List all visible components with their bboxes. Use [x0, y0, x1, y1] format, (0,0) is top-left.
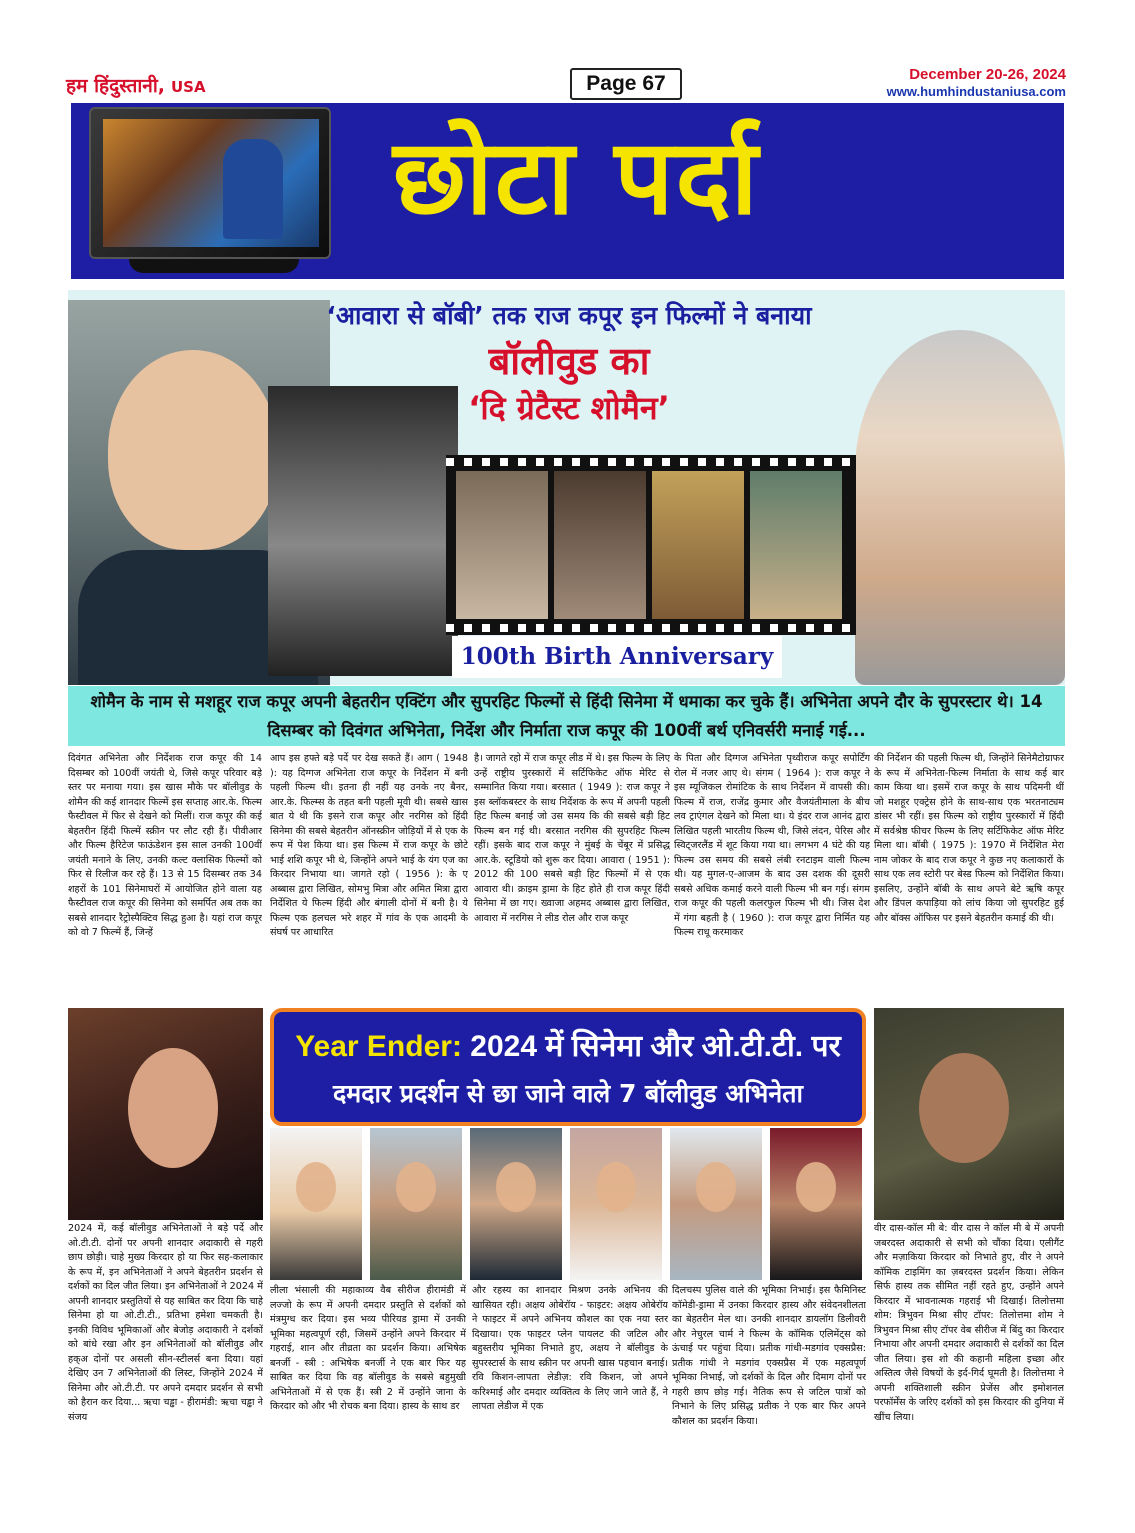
article-column-2: आप इस हफ्ते बड़े पर्दे पर देख सकते हैं। आग ( 1948 ): यह दिग्गज अभिनेता राज कपूर के निर्देशन में बनी पहली फिल्म थी। इतना ही नहीं यह उनके नए बैनर, आर.के. फिल्म्स के तहत बनी पहली मूवी थी। सबसे खास बात ये थी कि इसने राज कपूर और नरगिस को हिंदी सिनेमा की सबसे बेहतरीन ऑनस्क्रीन जोड़ियों में से एक के रूप में पेश किया था। इस फिल्म में राज कपूर के छोटे भाई शशि कपूर भी थे, जिन्होंने अपने भाई के यंग एज का किरदार निभाया था। जागते रहो ( 1956 ): के ए अब्बास द्वारा लिखित, सोमभु मित्रा और अमित मित्रा द्वारा निर्देशित ये फिल्म हिंदी और बंगाली दोनों में बनी है। ये फिल्म एक हलचल भरे शहर में गांव के एक आदमी के संघर्ष पर आधारित	[270, 753, 468, 938]
website-link[interactable]: www.humhindustaniusa.com	[886, 84, 1066, 99]
actor-photo	[770, 1128, 862, 1280]
lead-paragraph: शोमैन के नाम से मशहूर राज कपूर अपनी बेहतरीन एक्टिंग और सुपरहिट फिल्मों से हिंदी सिनेमा में धमाका कर चुके हैं। अभिनेता अपने दौर के सुपरस्टार थे। 14 दिसम्बर को दिवंगत अभिनेता, निर्देश और निर्माता राज कपूर की 100वीं बर्थ एनिवर्सरी मनाई गई...	[68, 686, 1065, 746]
television-image	[89, 107, 335, 277]
brand-name: हम हिंदुस्तानी, USA	[66, 75, 206, 97]
section-title: छोटा पर्दा	[393, 116, 760, 238]
hero-collage	[68, 290, 1065, 685]
ravi-kishan-photo	[874, 1008, 1064, 1220]
year-ender-label: Year Ender:	[295, 1030, 462, 1063]
actor-photo	[470, 1128, 562, 1280]
hero-headline: बॉलीवुड का	[488, 339, 650, 383]
richa-chadha-photo	[68, 1008, 263, 1220]
brand-suffix: USA	[171, 78, 206, 96]
section-banner	[71, 103, 1064, 279]
actor-photo-strip	[270, 1128, 866, 1280]
article-column-5: की निर्देशन की पहली फिल्म थी, जिन्होंने सिनेमैटोग्राफर के रूप में अभिनेता-फिल्म निर्माता के साथ कई बार काम किया था। इसमें राज कपूर के साथ पदिमनी थीं जो मशहूर एक्ट्रेस होने के साथ-साथ एक भरतनाट्यम डांसर भी रहीं। इस फिल्म को राष्ट्रीय पुरस्कारों में हिंदी में सर्वश्रेष्ठ फीचर फिल्म के लिए सर्टिफिकेट ऑफ मेरिट मिला था। बॉबी ( 1975 ): 1970 में निर्देशित मेरा नाम जोकर के बाद राज कपूर ने कुछ नए कलाकारों के साथ एक लव स्टोरी पर बेस्ड फिल्म को निर्देशित किया। इसलिए, उन्होंने बॉबी के साथ अपने बेटे ऋषि कपूर और डिंपल कपाड़िया को लांच किया जो सुपरहिट हुई और बॉक्स ऑफिस पर इसने बेहतरीन कमाई की थी।	[874, 753, 1064, 924]
year-ender-right-column: वीर दास-कॉल मी बे: वीर दास ने कॉल मी बे में अपनी जबरदस्त अदाकारी से सभी को चौंका दिया। एलीगैंट और मज़ाकिया किरदार को निभाते हुए, वीर ने अपने कॉमिक टाइमिंग का ज़बरदस्त प्रदर्शन किया। लेकिन सिर्फ हास्य तक सीमित नहीं रहते हुए, उन्होंने अपने किरदार में भावनात्मक गहराई भी दिखाई। तिलोत्तमा शोम: त्रिभुवन मिश्रा सीए टॉपर: तिलोत्तमा शोम ने त्रिभुवन मिश्रा सीए टॉपर वेब सीरीज में बिंदु का किरदार निभाया और अपनी दमदार अदाकारी से दर्शकों का दिल जीत लिया। इस शो की कहानी महिला इच्छा और अस्तित्व जैसे विषयों के इर्द-गिर्द घूमती है। तिलोत्तमा ने अपनी शक्तिशाली स्क्रीन प्रेजेंस और इमोशनल परफॉर्मेंस के जरिए दर्शकों को इस किरदार की दुनिया में खींच लिया।	[874, 1223, 1064, 1423]
actor-photo	[670, 1128, 762, 1280]
raj-kapoor-bw-photo	[268, 386, 458, 676]
page-number: Page 67	[570, 68, 682, 100]
film-strip-photos	[446, 455, 856, 635]
year-ender-intro: 2024 में, कई बॉलीवुड अभिनेताओं ने बड़े पर्दे और ओ.टी.टी. दोनों पर अपनी शानदार अदाकारी से गहरी छाप छोड़ी। चाहे मुख्य किरदार हो या फिर सह-कलाकार के रूप में, इन अभिनेताओं ने अपने बेहतरीन प्रदर्शन से दर्शकों का दिल जीत लिया। इन अभिनेताओं ने 2024 में अपनी शानदार प्रस्तुतियों से यह साबित कर दिया कि चाहे सिनेमा हो या ओ.टी.टी., प्रतिभा हमेशा चमकती है। इनकी विविध भूमिकाओं और बेजोड़ अदाकारी ने दर्शकों को बांधे रखा और इन अभिनेताओं को बॉलीवुड और हक्अ दोनों पर असली सीन-स्टीलर्स बना दिया। यहां देखिए उन 7 अभिनेताओं की लिस्ट, जिन्होंने 2024 में सिनेमा और ओ.टी.टी. पर अपने दमदार प्रदर्शन से सभी को हैरान कर दिया... ऋचा चड्ढा - हीरामंडी: ऋचा चड्ढा ने संजय	[68, 1223, 263, 1423]
actor-photo	[270, 1128, 362, 1280]
issue-date: December 20-26, 2024	[909, 66, 1066, 83]
hero-subheadline: ‘दि ग्रेटैस्ट शोमैन’	[468, 389, 670, 427]
year-ender-column-2: और रहस्य का शानदार मिश्रण उनके अभिनय की खासियत रही। अक्षय ओबेरॉय - फाइटर: अक्षय ओबेरॉय ने फाइटर में अपने अभिनय कौशल का एक नया स्तर दिखाया। एक फाइटर प्लेन पायलट की जटिल और बहुस्तरीय भूमिका निभाते हुए, अक्षय ने बॉलीवुड के सुपरस्टार्स के साथ स्क्रीन पर अपनी खास पहचान बनाई। रवि किशन-लापता लेडीज़: रवि किशन, जो अपने करिश्माई और दमदार व्यक्तित्व के लिए जाने जाते हैं, ने लापता लेडीज में एक	[472, 1285, 668, 1412]
year-ender-column-1: लीला भंसाली की महाकाव्य वैब सीरीज हीरामंडी में लज्जो के रूप में अपनी दमदार प्रस्तुति से दर्शकों को मंत्रमुग्ध कर दिया। इस भव्य पीरियड ड्रामा में उनकी भूमिका महत्वपूर्ण रही, जिसमें उन्होंने अपने किरदार में गहराई, शान और तीव्रता का प्रदर्शन किया। अभिषेक बनर्जी - स्त्री : अभिषेक बनर्जी ने एक बार फिर यह साबित कर दिया कि वह बॉलीवुड के सबसे बहुमुखी अभिनेताओं में से एक हैं। स्त्री 2 में उन्होंने जाना के किरदार को और भी रोचक बना दिया। हास्य के साथ डर	[270, 1285, 466, 1412]
raj-kapoor-portrait-older	[855, 330, 1065, 685]
masthead	[58, 66, 1066, 100]
year-ender-column-3: दिलचस्प पुलिस वाले की भूमिका निभाई। इस फैमिनिस्ट कॉमेडी-ड्रामा में उनका किरदार हास्य और संवेदनशीलता का बेहतरीन मेल था। उनकी शानदार डायलॉग डिलीवरी और नेचुरल चार्म ने फिल्म के कॉमिक एलिमेंट्स को ऊंचाई पर पहुंचा दिया। प्रतीक गांधी-मडगांव एक्सप्रैस: प्रतीक गांधी ने मडगांव एक्सप्रैस में एक महत्वपूर्ण भूमिका निभाई, जो दर्शकों के दिल और दिमाग दोनों पर गहरी छाप छोड़ गई। नैतिक रूप से जटिल पात्रों को निभाने के लिए प्रसिद्ध प्रतीक ने एक बार फिर अपने कौशल का प्रदर्शन किया।	[672, 1285, 866, 1427]
actor-photo	[370, 1128, 462, 1280]
year-ender-headline-box	[270, 1008, 866, 1126]
hero-kicker: ‘आवारा से बॉबी’ तक राज कपूर इन फिल्मों ने बनाया	[326, 301, 812, 330]
year-ender-title-line1: Year Ender: 2024 में सिनेमा और ओ.टी.टी. पर	[295, 1030, 841, 1063]
article-column-3: है। जागते रहो में राज कपूर लीड में थे। इस फिल्म के लिए उन्हें राष्ट्रीय पुरस्कारों में सर्टिफिकेट ऑफ मेरिट से सम्मानित किया गया। बरसात ( 1949 ): राज कपूर ने इस ब्लॉकबस्टर के साथ निर्देशक के रूप में अपनी पहली हिट फिल्म बनाई जो उस समय कि की सबसे बड़ी हिट फिल्म बन गई थी। बरसात नरगिस की सुपरहिट फिल्म रहीं। इसके बाद राज कपूर ने मुंबई के चेंबूर में प्रसिद्ध आर.के. स्टूडियो को शुरू कर दिया। आवारा ( 1951 ): 2012 की 100 सबसे बड़ी हिट फिल्मों में से एक आवारा थी। क्राइम ड्रामा के हिट होते ही राज कपूर हिंदी सिनेमा में छा गए। ख्वाजा अहमद अब्बास द्वारा लिखित, आवारा में नरगिस ने लीड रोल और राज कपूर	[474, 753, 670, 924]
article-column-1: दिवंगत अभिनेता और निर्देशक राज कपूर की 14 दिसम्बर को 100वीं जयंती थे, जिसे कपूर परिवार बड़े स्तर पर मनाया गया। इस खास मौके पर बॉलीवुड के शोमैन की कई शानदार फिल्में इस सप्ताह आर.के. फिल्म फैस्टीवल में फिर से देखने को मिलीं। राज कपूर की कई बेहतरीन हिंदी फिल्में स्क्रीन पर लौट रही हैं। पीवीआर और फिल्म हैरिटेज फाऊंडेशन इस साल उनकी 100वीं जयंती मनाने के लिए, उनकी कल्ट क्लासिक फिल्मों को फिर से रिलीज कर रहे हैं। 13 से 15 दिसम्बर तक 34 शहरों के 101 सिनेमाघरों में आयोजित होने वाला यह फैस्टीवल राज कपूर की सिनेमा को समर्पित अब तक का सबसे शानदार रैट्रोस्पैक्टिव सिद्ध हुआ है। यहां राज कपूर को वो 7 फिल्में हैं, जिन्हें	[68, 753, 262, 938]
year-ender-title-line2: दमदार प्रदर्शन से छा जाने वाले 7 बॉलीवुड अभिनेता	[333, 1079, 803, 1108]
anniversary-caption: 100th Birth Anniversary	[452, 636, 782, 678]
article-column-4: के पिता और दिग्गज अभिनेता पृथ्वीराज कपूर सपोर्टिंग रोल में नजर आए थे। संगम ( 1964 ): राज कपूर ने इस म्यूजिकल रोमांटिक के साथ निर्देशन में वापसी की। फिल्म में राज, राजेंद्र कुमार और वैजयंतीमाला के बीच लव ट्राएंगल देखने को मिला था। ये इंदर राज आनंद द्वारा लिखित पहली भारतीय फिल्म थी, जिसे लंदन, पेरिस और स्विट्जरलैंड में शूट किया गया था। लगभग 4 घंटे की यह फिल्म उस समय की सबसे लंबी रनटाइम वाली फिल्म थी। यह मुगल-ए-आजम के बाद उस दशक की दूसरी सबसे अधिक कमाई करने वाली फिल्म भी बन गई। संगम राज कपूर की पहली कलरफुल फिल्म भी थी। जिस देश में गंगा बहती है ( 1960 ): राज कपूर द्वारा निर्मित यह फिल्म राधू करमाकर	[674, 753, 870, 938]
actor-photo	[570, 1128, 662, 1280]
